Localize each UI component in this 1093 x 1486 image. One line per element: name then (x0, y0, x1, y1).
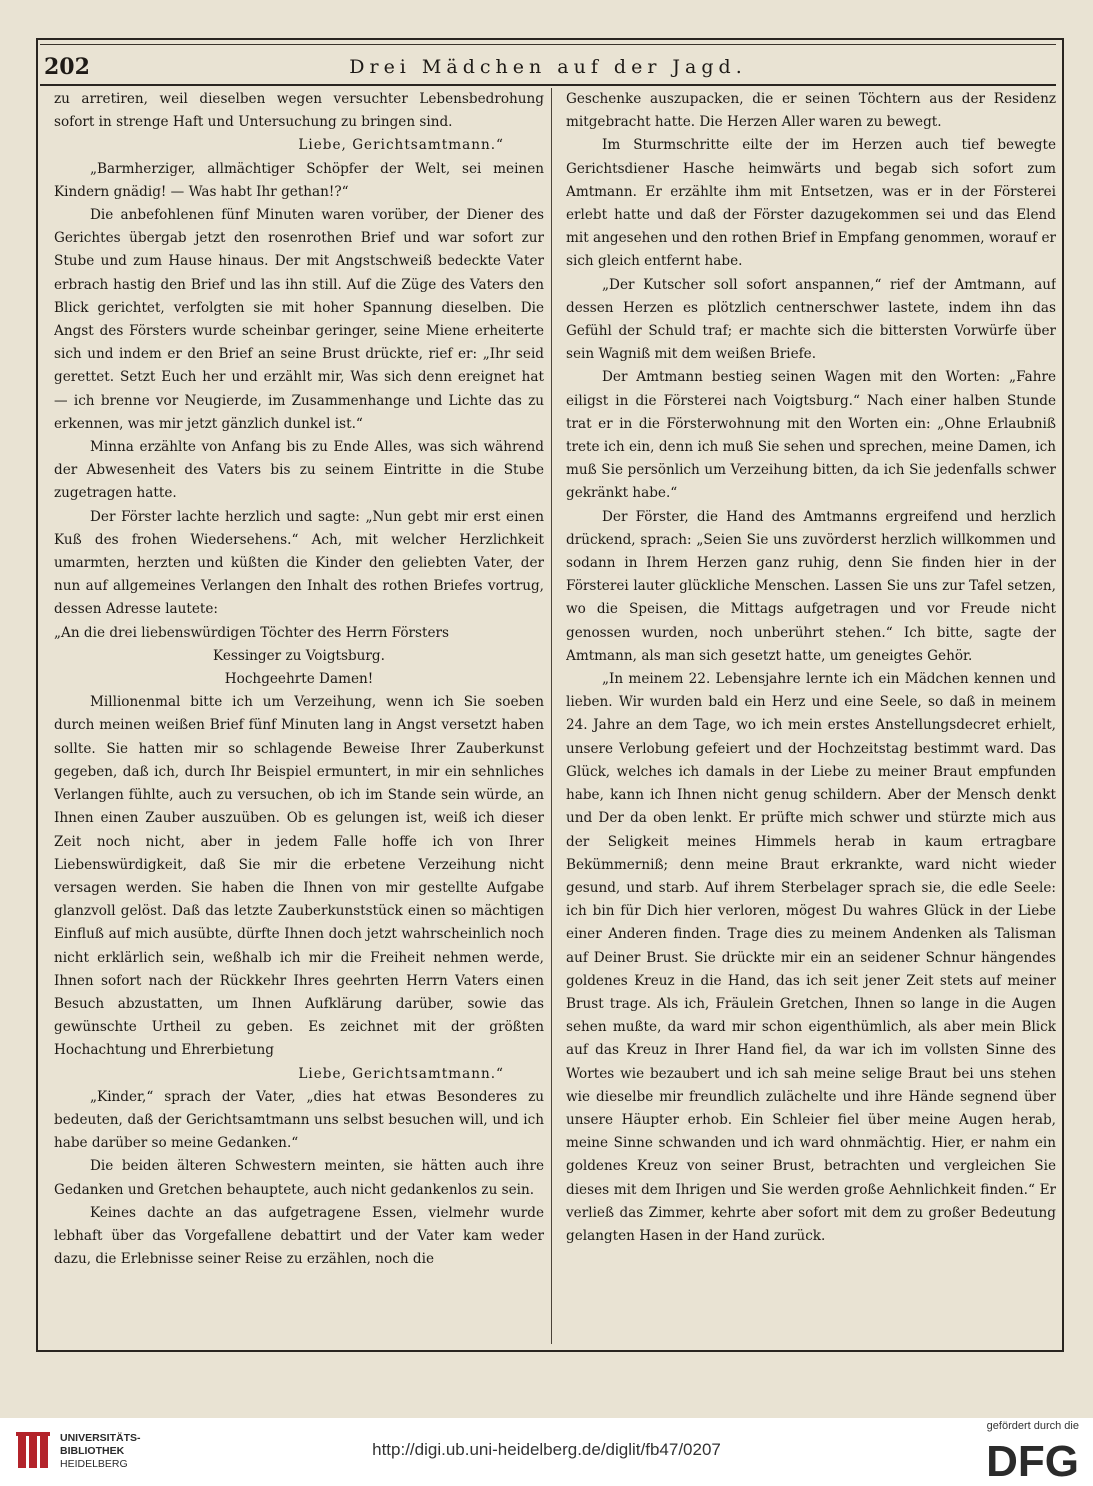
paragraph: Millionenmal bitte ich um Verzeihung, wenn ich Sie soeben durch meinen weißen Brief fünf Minuten lang in Angst versetzt haben sollte. Sie hatten mir so schlagende Beweise Ihrer Zauberkunst gegeben, daß ich, durch Ihr Beispiel ermuntert, in mir ein sehnliches Verlangen fühlte, auch zu versuchen, ob ich im Stande sein würde, an Ihnen einen Zauber auszuüben. Ob es gelungen ist, weiß ich dieser Zeit noch nicht, aber in jedem Falle hoffe ich von Ihrer Liebenswürdigkeit, daß Sie mir die erbetene Verzeihung nicht versagen werden. Sie haben die Ihnen von mir gestellte Aufgabe glanzvoll gelöst. Daß das letzte Zauberkunststück einen so mächtigen Einfluß auf mich ausübte, dürfte Ihnen doch jetzt wahrscheinlich noch nicht erklärlich sein, weßhalb ich mir die Freiheit nehmen werde, Ihnen sofort nach der Rückkehr Ihres geehrten Herrn Vaters einen Besuch abzustatten, um Ihnen Aufklärung darüber, sowie das gewünschte Urtheil zu geben. Es zeichnet mit der größten Hochachtung und Ehrerbietung (54, 694, 544, 1059)
paragraph: „Kinder,“ sprach der Vater, „dies hat etwas Besonderes zu bedeuten, daß der Gerichtsamtmann uns selbst besuchen will, und ich habe darüber so meine Gedanken.“ (54, 1088, 544, 1152)
page-number: 202 (44, 54, 90, 80)
paragraph: „An die drei liebenswürdigen Töchter des Herrn Försters (54, 624, 450, 641)
funding-caption: gefördert durch die (986, 1420, 1079, 1432)
paragraph: „Der Kutscher soll sofort anspannen,“ rief der Amtmann, auf dessen Herzen es plötzlich centnerschwer lastete, indem ihn das Gefühl der Schuld traf; er machte sich die bittersten Vorwürfe über sein Wagniß mit dem weißen Briefe. (566, 276, 1056, 363)
paragraph: Im Sturmschritte eilte der im Herzen auch tief bewegte Gerichtsdiener Hasche heimwärts und begab sich sofort zum Amtmann. Er erzählte ihm mit Entsetzen, was er in der Försterei erlebt hatte und daß der Förster dazugekommen sei und das Elend mit angesehen und den rothen Brief in Empfang genommen, worauf er sich gleich entfernt habe. (566, 137, 1056, 270)
source-url-link[interactable]: http://digi.ub.uni-heidelberg.de/diglit/fb47/0207 (372, 1440, 721, 1459)
signature-line: Liebe, Gerichtsamtmann.“ (298, 1065, 504, 1082)
library-name-line: BIBLIOTHEK (60, 1445, 125, 1457)
paragraph: Die anbefohlenen fünf Minuten waren vorüber, der Diener des Gerichtes übergab jetzt den rosenrothen Brief und war sofort zur Stube und zum Hause hinaus. Der mit Angstschweiß bedeckte Vater erbrach hastig den Brief und las ihn still. Auf die Züge des Vaters den Blick gerichtet, verfolgten sie mit hoher Spannung dieselben. Die Angst des Försters wurde scheinbar geringer, seine Miene erheiterte sich und indem er den Brief an seine Brust drückte, rief er: „Ihr seid gerettet. Setzt Euch her und erzählt mir, Was sich denn ereignet hat — ich brenne vor Neugierde, im Zusammenhange und Lichte das zu erkennen, was mir jetzt gänzlich dunkel ist.“ (54, 207, 544, 432)
paragraph: Minna erzählte von Anfang bis zu Ende Alles, was sich während der Abwesenheit des Vaters bis zu seinem Eintritte in die Stube zugetragen hatte. (54, 439, 544, 502)
paragraph: Der Förster, die Hand des Amtmanns ergreifend und herzlich drückend, sprach: „Seien Sie uns zuvörderst herzlich willkommen und sodann in Ihrem Herzen ganz ruhig, denn Sie finden hier in der Försterei lauter glückliche Menschen. Lassen Sie uns zur Tafel setzen, wo die Speisen, die Mittags aufgetragen und vor Freude nicht genossen wurden, noch unberührt stehen.“ Ich bitte, sagte der Amtmann, als man sich gesetzt hatte, um geneigtes Gehör. (566, 508, 1056, 664)
footer-bar (0, 1418, 1093, 1486)
library-name-line: HEIDELBERG (60, 1458, 128, 1470)
paragraph: Die beiden älteren Schwestern meinten, sie hätten auch ihre Gedanken und Gretchen behauptete, auch nicht gedankenlos zu sein. (54, 1158, 544, 1198)
paragraph: Keines dachte an das aufgetragene Essen, vielmehr wurde lebhaft über das Vorgefallene debattirt und der Vater kam weder dazu, die Erlebnisse seiner Reise zu erzählen, noch die (54, 1204, 544, 1268)
right-text-column (566, 88, 1056, 1344)
paragraph: Der Amtmann bestieg seinen Wagen mit den Worten: „Fahre eiligst in die Försterei nach Voigtsburg.“ Nach einer halben Stunde trat er in die Försterwohnung mit den Worten ein: „Ohne Erlaubniß trete ich ein, denn ich muß Sie sehen und sprechen, meine Damen, ich muß Sie persönlich um Verzeihung bitten, da ich Sie jedenfalls schwer gekränkt habe.“ (566, 369, 1056, 502)
paragraph: „In meinem 22. Lebensjahre lernte ich ein Mädchen kennen und lieben. Wir wurden bald ein Herz und eine Seele, so daß in meinem 24. Jahre an dem Tage, wo ich mein erstes Anstellungsdecret erhielt, unsere Verlobung gefeiert und der Hochzeitstag bestimmt ward. Das Glück, welches ich damals in der Liebe zu meiner Braut empfunden habe, kann ich Ihnen nicht genug schildern. Aber der Mensch denkt und Der da oben lenkt. Er prüfte mich schwer und stürzte mich aus der Seligkeit meines Himmels herab in kaum ertragbare Bekümmerniß; denn meine Braut erkrankte, ward nicht wieder gesund, und starb. Auf ihrem Sterbelager sprach sie, die edle Seele: ich bin für Dich hier verloren, mögest Du wahres Glück in der Liebe einer Anderen finden. Trage dies zu meinem Andenken als Talisman auf Deiner Brust. Sie drückte mir ein an seidener Schnur hängendes goldenes Kreuz in die Hand, das ich seit jener Zeit stets auf meiner Brust trage. Als ich, Fräulein Gretchen, Ihnen so lange in die Augen sehen mußte, da ward mir schon eigenthümlich, als aber mein Blick auf das Kreuz in Ihrer Hand fiel, da war ich im vollsten Sinne des Wortes wie bezaubert und ich sah meine selige Braut bei uns stehen wie dieselbe mir freundlich zulächelte und ihre Hände segnend über unsere Häupter erhob. Ein Schleier fiel über meine Augen herab, meine Sinne schwanden und ich ward ohnmächtig. Hier, er nahm ein goldenes Kreuz von seiner Brust, betrachten und vergleichen Sie dieses mit dem Ihrigen und Sie werden große Aehnlichkeit finden.“ Er verließ das Zimmer, kehrte aber sofort mit dem zu großer Bedeutung gelangten Hasen in der Hand zurück. (566, 671, 1056, 1244)
column-divider (551, 88, 552, 1344)
dfg-logo-icon (967, 1436, 1079, 1480)
paragraph: Der Förster lachte herzlich und sagte: „Nun gebt mir erst einen Kuß des frohen Wiedersehens.“ Ach, mit welcher Herzlichkeit umarmten, herzten und küßten die Kinder den geliebten Vater, der nun auf allgemeines Verlangen den Inhalt des rothen Briefes vortrug, dessen Adresse lautete: (54, 508, 544, 618)
centered-line: Kessinger zu Voigtsburg. (213, 647, 385, 664)
header-rule (40, 84, 1056, 86)
paragraph: zu arretiren, weil dieselben wegen versuchter Lebensbedrohung sofort in strenge Haft und Untersuchung zu bringen sind. (54, 91, 544, 131)
centered-line: Hochgeehrte Damen! (224, 671, 374, 688)
dfg-funding[interactable] (949, 1420, 1079, 1482)
running-title: Drei Mädchen auf der Jagd. (349, 56, 747, 78)
left-text-column (54, 88, 544, 1344)
top-rule (40, 44, 1056, 45)
paragraph: „Barmherziger, allmächtiger Schöpfer der Welt, sei meinen Kindern gnädig! — Was habt Ihr gethan!?“ (54, 160, 544, 200)
signature-line: Liebe, Gerichtsamtmann.“ (298, 137, 504, 154)
dfg-wordmark: DFG (986, 1437, 1079, 1480)
page-header (40, 52, 1056, 84)
library-name-line: UNIVERSITÄTS- (60, 1432, 141, 1444)
paragraph: Geschenke auszupacken, die er seinen Töchtern aus der Residenz mitgebracht hatte. Die Herzen Aller waren zu bewegt. (566, 91, 1056, 131)
